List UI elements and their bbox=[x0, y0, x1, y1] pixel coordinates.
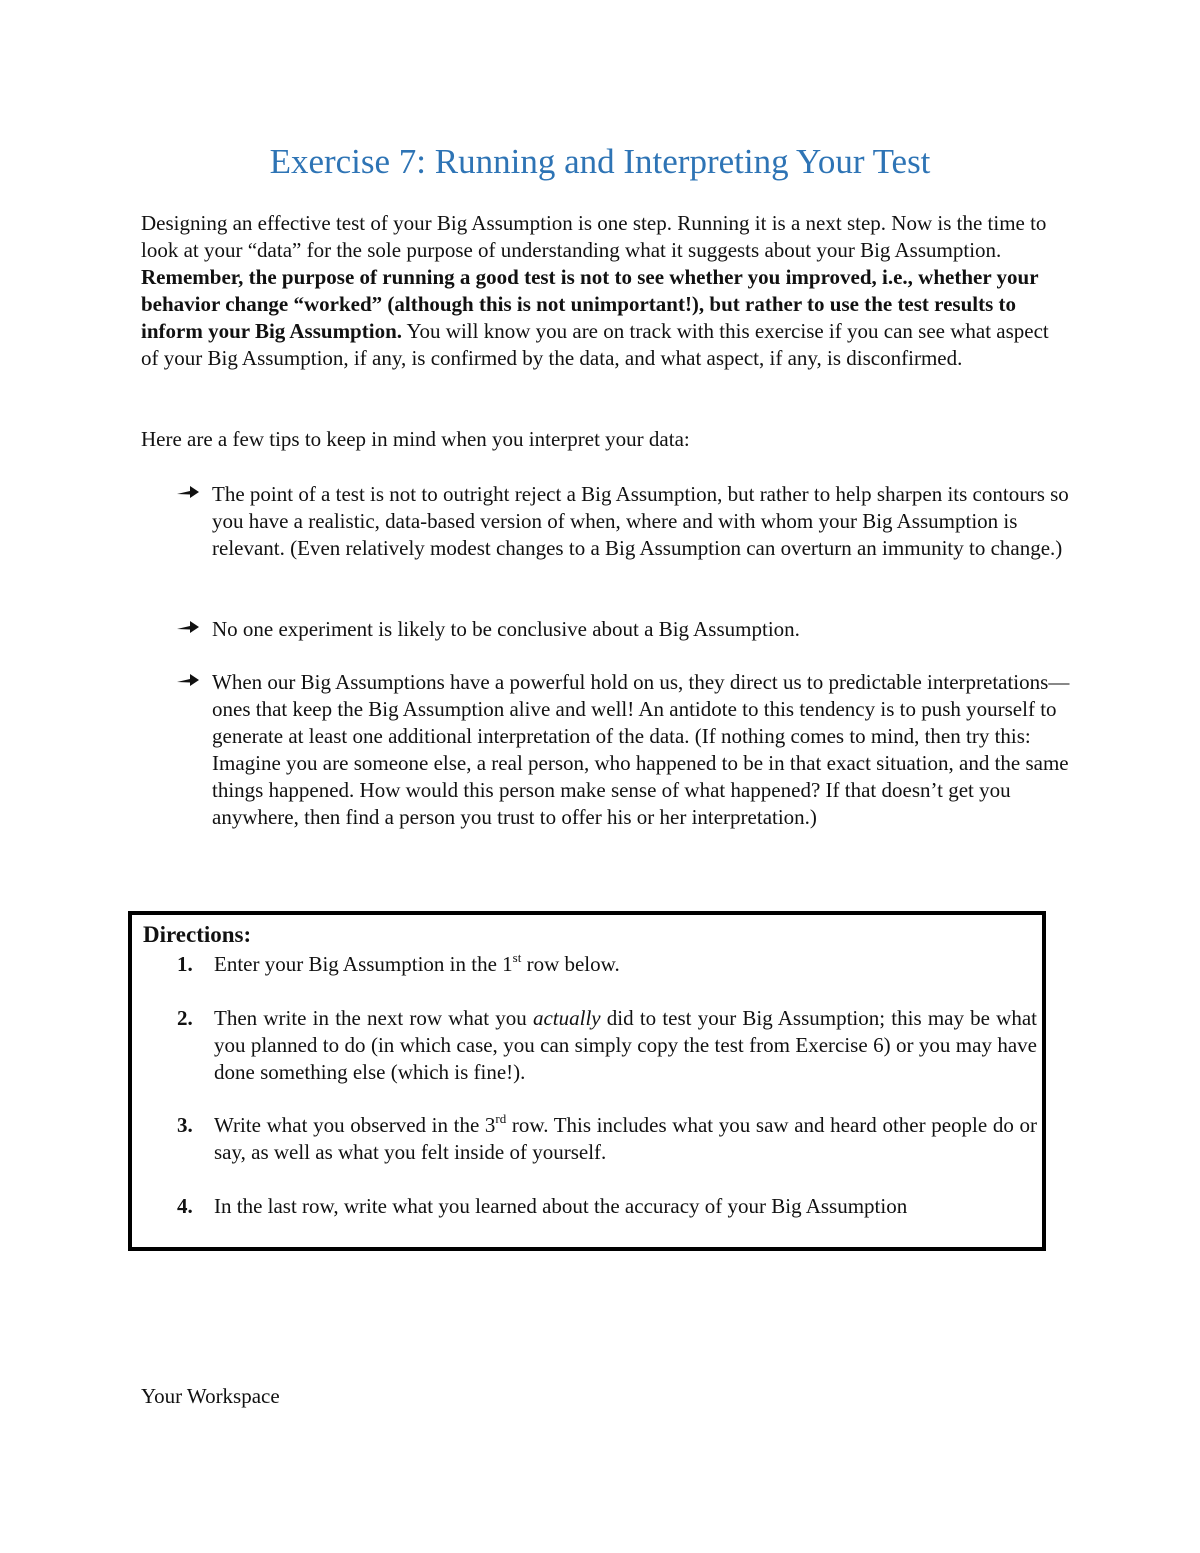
tips-lead: Here are a few tips to keep in mind when you interpret your data: bbox=[141, 427, 690, 451]
direction-text bbox=[214, 1005, 1037, 1086]
direction-superscript: st bbox=[512, 950, 522, 965]
direction-text-part: row. This includes what you saw and heard other people do or say, as well as what you felt inside of yourself. bbox=[214, 1113, 1037, 1164]
tip-text: No one experiment is likely to be conclusive about a Big Assumption. bbox=[212, 617, 800, 641]
tip-text: The point of a test is not to outright reject a Big Assumption, but rather to help sharpen its contours so you have a realistic, data-based version of when, where and with whom your Big Assumption is relevant. (Even relatively modest changes to a Big Assumption can overturn an immunity to change.) bbox=[212, 482, 1069, 560]
direction-item bbox=[177, 951, 1037, 978]
direction-superscript: rd bbox=[495, 1111, 507, 1126]
direction-text-part: Enter your Big Assumption in the 1 bbox=[214, 952, 513, 976]
direction-item bbox=[177, 1112, 1037, 1166]
directions-title: Directions: bbox=[143, 922, 252, 947]
direction-number: 3. bbox=[177, 1113, 193, 1137]
tip-item bbox=[176, 616, 1071, 643]
direction-text-part: Then write in the next row what you bbox=[214, 1006, 533, 1030]
direction-item bbox=[177, 1005, 1037, 1086]
tip-text: When our Big Assumptions have a powerful hold on us, they direct us to predictable interpretations—ones that keep the Big Assumption alive and well! An antidote to this tendency is to push yourself to generate at least one additional interpretation of the data. (If nothing comes to mind, then try this: Imagine you are someone else, a real person, who happened to be in that exact situation, and the same things happened. How would this person make sense of what happened? If that doesn’t get you anywhere, then find a person you trust to offer his or her interpretation.) bbox=[212, 670, 1070, 829]
directions-box bbox=[128, 911, 1046, 1251]
workspace-label: Your Workspace bbox=[141, 1384, 280, 1408]
direction-text bbox=[214, 951, 1037, 978]
intro-bold-text: Remember, the purpose of running a good test is not to see whether you improved, i.e., whether your behavior change “worked” (although this is not unimportant!), but rather to use the test results to inform your Big Assumption. bbox=[141, 265, 1039, 343]
direction-text bbox=[214, 1112, 1037, 1166]
direction-item bbox=[177, 1193, 1037, 1220]
direction-text-part: row below. bbox=[521, 952, 620, 976]
direction-text-part: did to test your Big Assumption; this may be what you planned to do (in which case, you can simply copy the test from Exercise 6) or you may have done something else (which is fine!). bbox=[214, 1006, 1038, 1084]
tip-item bbox=[176, 481, 1071, 562]
direction-text-part: Write what you observed in the 3 bbox=[214, 1113, 496, 1137]
direction-number: 1. bbox=[177, 952, 193, 976]
direction-number: 2. bbox=[177, 1006, 193, 1030]
direction-number: 4. bbox=[177, 1194, 193, 1218]
tip-item bbox=[176, 669, 1071, 831]
arrow-right-icon bbox=[176, 673, 200, 687]
intro-text-1: Designing an effective test of your Big Assumption is one step. Running it is a next step. Now is the time to look at your “data” for the sole purpose of understanding what it suggests about your Big Assumption. bbox=[141, 211, 1047, 262]
intro-text-2: You will know you are on track with this exercise if you can see what aspect of your Big Assumption, if any, is confirmed by the data, and what aspect, if any, is disconfirmed. bbox=[141, 319, 1049, 370]
arrow-right-icon bbox=[176, 485, 200, 499]
page-title: Exercise 7: Running and Interpreting Your Test bbox=[269, 142, 931, 181]
direction-text: In the last row, write what you learned about the accuracy of your Big Assumption bbox=[214, 1194, 908, 1218]
intro-paragraph bbox=[141, 210, 1061, 372]
arrow-right-icon bbox=[176, 620, 200, 634]
direction-emphasis: actually bbox=[532, 1006, 601, 1030]
